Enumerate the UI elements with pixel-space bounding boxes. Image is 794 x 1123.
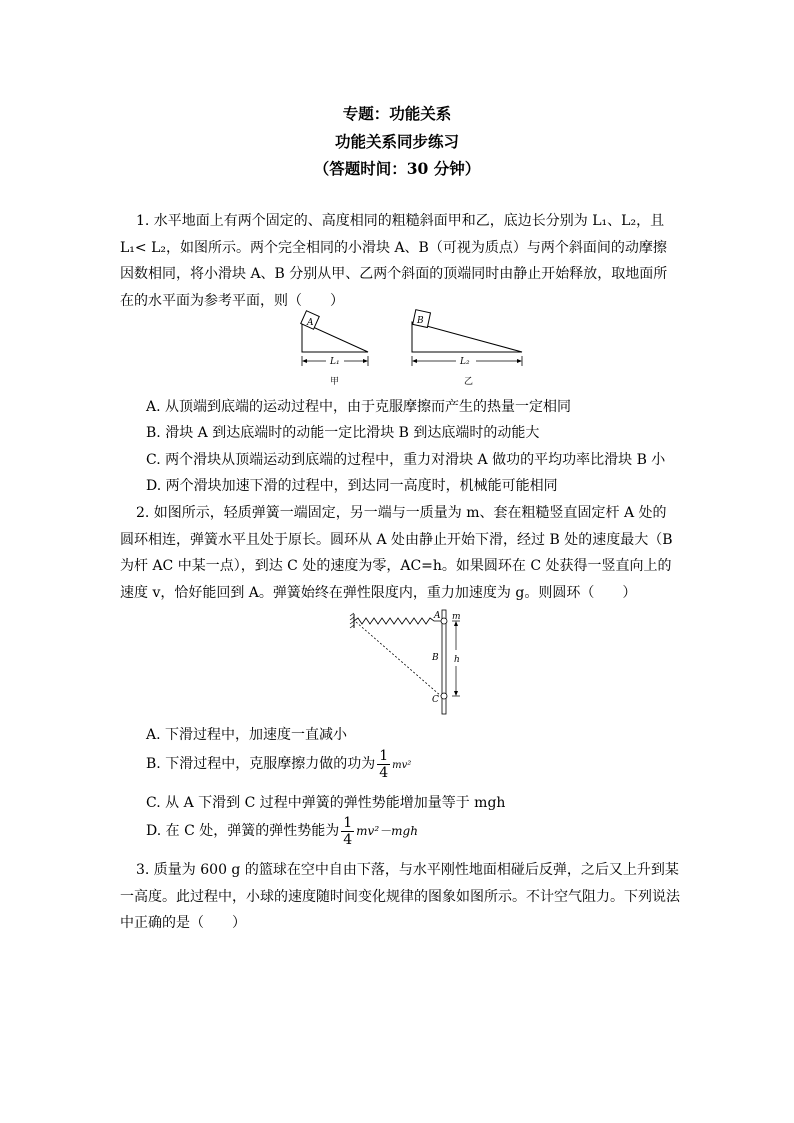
question-1-option-d: D. 两个滑块加速下滑的过程中，到达同一高度时，机械能可能相同 bbox=[146, 478, 558, 494]
point-c-label: C bbox=[432, 695, 439, 705]
question-2-option-b bbox=[146, 747, 411, 783]
caption-jia: 甲 bbox=[330, 377, 340, 387]
question-2-option-a: A. 下滑过程中，加速度一直减小 bbox=[146, 727, 348, 743]
question-1-text: 1. 水平地面上有两个固定的、高度相同的粗糙斜面甲和乙，底边长分别为 L₁、L₂，且 L₁< L₂，如图所示。两个完全相同的小滑块 A、B（可视为质点）与两个斜面间的动摩擦因数相同，将小滑块 A、B 分别从甲、乙两个斜面的顶端同时由静止开始释放，取地面所在的水平面为参考平面，则（ ） bbox=[120, 213, 668, 309]
doc-subtitle: 功能关系同步练习 bbox=[334, 132, 459, 151]
question-2-option-c: C. 从 A 下滑到 C 过程中弹簧的弹性势能增加量等于 mgh bbox=[146, 795, 506, 811]
spring bbox=[354, 618, 442, 624]
option-b-expression: mv² bbox=[392, 760, 412, 771]
fraction-one-quarter: $\frac{1}{4}$ bbox=[379, 747, 389, 781]
question-1-option-b: B. 滑块 A 到达底端时的动能一定比滑块 B 到达底端时的动能大 bbox=[146, 425, 540, 441]
mass-m-label: m bbox=[452, 612, 461, 622]
option-d-text: D. 在 C 处，弹簧的弹性势能为 bbox=[146, 823, 340, 839]
question-2-text: 2. 如图所示，轻质弹簧一端固定，另一端与一质量为 m、套在粗糙竖直固定杆 A 处的圆环相连，弹簧水平且处于原长。圆环从 A 处由静止开始下滑，经过 B 处的速度最大（B 为杆 AC 中某一点），到达 C 处的速度为零，AC=h。如果圆环在 C 处获得一竖直向上的速度 v，恰好能回到 A。弹簧始终在弹性限度内，重力加速度为 g。则圆环（ ） bbox=[120, 505, 673, 601]
doc-title: 专题：功能关系 bbox=[342, 104, 452, 123]
h-label: h bbox=[454, 655, 460, 665]
option-b-text: B. 下滑过程中，克服摩擦力做的功为 bbox=[146, 756, 376, 772]
caption-yi: 乙 bbox=[464, 377, 474, 387]
doc-time-limit: （答题时间：30 分钟） bbox=[313, 159, 481, 178]
question-1-figure bbox=[296, 308, 536, 388]
length-l1-label: L₁ bbox=[330, 357, 340, 367]
option-d-expression: mv²－mgh bbox=[356, 824, 418, 838]
question-1-option-a: A. 从顶端到底端的运动过程中，由于克服摩擦而产生的热量一定相同 bbox=[146, 399, 572, 415]
point-b-label: B bbox=[432, 653, 439, 663]
incline-yi bbox=[412, 310, 522, 387]
question-3-text: 3. 质量为 600 g 的篮球在空中自由下落，与水平刚性地面相碰后反弹，之后又上升到某一高度。此过程中，小球的速度随时间变化规律的图象如图所示。不计空气阻力。下列说法中正确的是（ ） bbox=[120, 862, 680, 931]
incline-jia bbox=[301, 311, 368, 387]
point-a-label: A bbox=[434, 611, 441, 621]
block-b-label: B bbox=[417, 316, 424, 326]
fraction-one-quarter-d: $\frac{1}{4}$ bbox=[343, 814, 353, 848]
length-l2-label: L₂ bbox=[460, 357, 470, 367]
question-2-figure bbox=[348, 608, 468, 716]
question-2-option-d bbox=[146, 814, 418, 848]
question-1-option-c: C. 两个滑块从顶端运动到底端的过程中，重力对滑块 A 做功的平均功率比滑块 B 小 bbox=[146, 452, 666, 468]
block-a-label: A bbox=[307, 318, 314, 328]
